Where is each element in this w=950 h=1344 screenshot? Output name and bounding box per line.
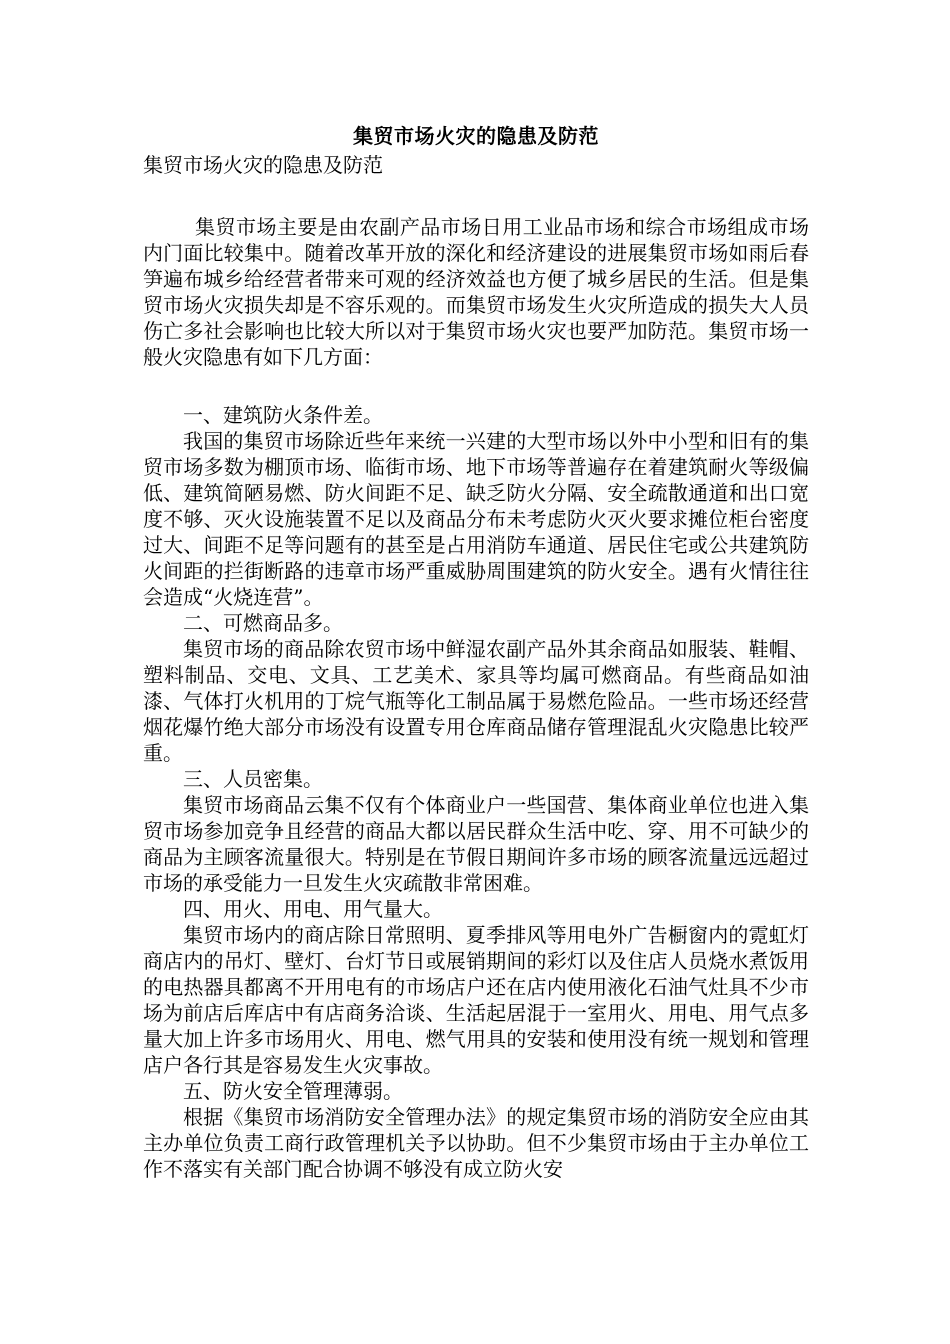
spacer — [143, 370, 809, 402]
section-body: 我国的集贸市场除近些年来统一兴建的大型市场以外中小型和旧有的集贸市场多数为棚顶市场、临街市场、地下市场等普遍存在着建筑耐火等级偏低、建筑简陋易燃、防火间距不足、缺乏防火分隔、安全疏散通道和出口宽度不够、灭火设施装置不足以及商品分布未考虑防火灭火要求摊位柜台密度过大、间距不足等问题有的甚至是占用消防车通道、居民住宅或公共建筑防火间距的拦街断路的违章市场严重威胁周围建筑的防火安全。遇有火情往往会造成“火烧连营”。 — [143, 429, 809, 609]
section-heading: 一、建筑防火条件差。 — [183, 403, 383, 427]
section-body: 集贸市场内的商店除日常照明、夏季排风等用电外广告橱窗内的霓虹灯商店内的吊灯、壁灯、台灯节日或展销期间的彩灯以及住店人员烧水煮饭用的电热器具都离不开用电有的市场店户还在店内使用液化石油气灶具不少市场为前店后库店中有店商务洽谈、生活起居混于一室用火、用电、用气点多量大加上许多市场用火、用电、燃气用具的安装和使用没有统一规划和管理店户各行其是容易发生火灾事故。 — [143, 923, 809, 1077]
document-content — [143, 120, 809, 1182]
section-body: 集贸市场商品云集不仅有个体商业户一些国营、集体商业单位也进入集贸市场参加竞争且经营的商品大都以居民群众生活中吃、穿、用不可缺少的商品为主顾客流量很大。特别是在节假日期间许多市场的顾客流量远远超过市场的承受能力一旦发生火灾疏散非常困难。 — [143, 793, 809, 895]
section-heading: 五、防火安全管理薄弱。 — [183, 1079, 403, 1103]
section-body: 根据《集贸市场消防安全管理办法》的规定集贸市场的消防安全应由其主办单位负责工商行政管理机关予以协助。但不少集贸市场由于主办单位工作不落实有关部门配合协调不够没有成立防火安 — [143, 1105, 809, 1181]
intro-paragraph: 集贸市场主要是由农副产品市场日用工业品市场和综合市场组成市场内门面比较集中。随着改革开放的深化和经济建设的进展集贸市场如雨后春笋遍布城乡给经营者带来可观的经济效益也方便了城乡居民的生活。但是集贸市场火灾损失却是不容乐观的。而集贸市场发生火灾所造成的损失大人员伤亡多社会影响也比较大所以对于集贸市场火灾也要严加防范。集贸市场一般火灾隐患有如下几方面： — [143, 215, 809, 369]
section-heading: 三、人员密集。 — [183, 767, 323, 791]
document-title: 集贸市场火灾的隐患及防范 — [353, 124, 599, 148]
section-heading: 四、用火、用电、用气量大。 — [183, 897, 443, 921]
section-body: 集贸市场的商品除农贸市场中鲜湿农副产品外其余商品如服装、鞋帽、塑料制品、交电、文具、工艺美术、家具等均属可燃商品。有些商品如油漆、气体打火机用的丁烷气瓶等化工制品属于易燃危险品。一些市场还经营烟花爆竹绝大部分市场没有设置专用仓库商品储存管理混乱火灾隐患比较严重。 — [143, 637, 809, 765]
document-subtitle: 集贸市场火灾的隐患及防范 — [143, 153, 383, 177]
spacer — [143, 178, 809, 214]
section-heading: 二、可燃商品多。 — [183, 611, 343, 635]
